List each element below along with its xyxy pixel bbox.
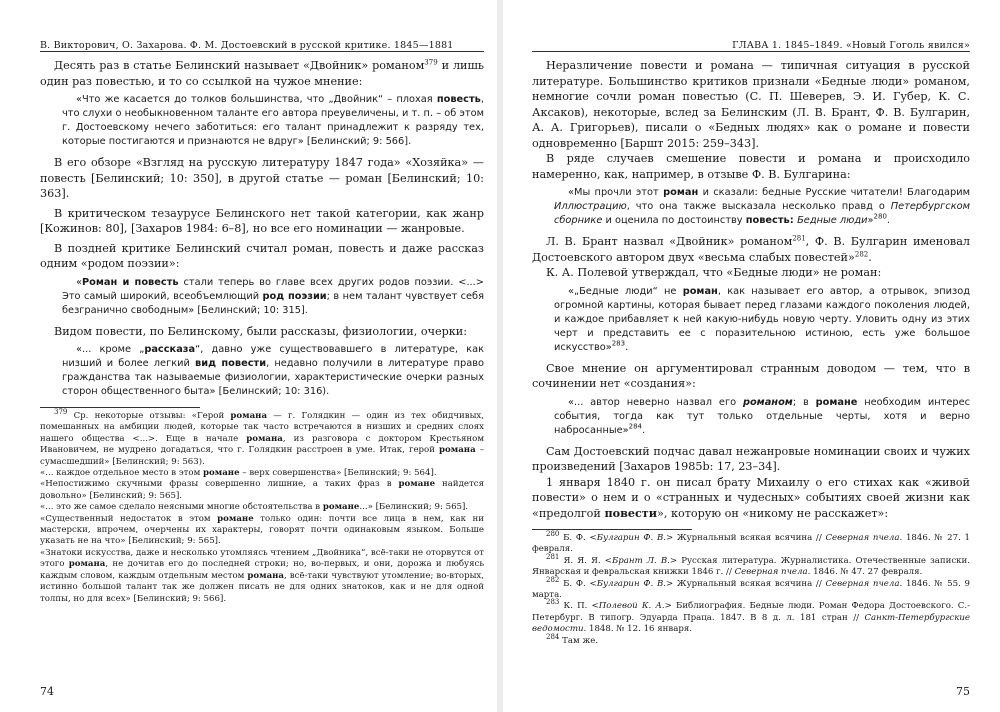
paragraph: Сам Достоевский подчас давал нежанровые номинации своих и чужих произведений [Захаров 1985b: 17, 23–34].	[532, 444, 970, 473]
paragraph: 1 января 1840 г. он писал брату Михаилу о его стихах как «живой повести» о нем и о «странных и чудесных» событиях своей жизни как «предолгой повести», которую он «никому не расскажет»:	[532, 475, 970, 520]
paragraph: В ряде случаев смешение повести и романа и происходило намеренно, как, например, в отзыве Ф. В. Булгарина:	[532, 152, 970, 181]
quote: «... кроме „рассказа“, давно уже существовавшего в литературе, как низший и более легкий вид повести, недавно получили в литературе право гражданства так называемые физиологии, характеристические очерки разных сторон общественного быта» [Белинский; 10: 316).	[62, 344, 484, 397]
left-body	[40, 58, 484, 399]
footnote: «Непостижимо скучными фразы совершенно лишние, а таких фраз в романе найдется довольно» [Белинский; 9: 565].	[40, 479, 485, 501]
paragraph: В поздней критике Белинский считал роман, повесть и даже рассказ одним «родом поэзии»:	[40, 241, 484, 270]
paragraph: Л. В. Брант назвал «Двойник» романом$^{281}$, Ф. В. Булгарин именовал Достоевского автором двух «весьма слабых повестей»$^{282}$.	[532, 234, 971, 264]
left-footnotes	[40, 408, 485, 605]
right-footnotes	[532, 530, 970, 647]
paragraph: В его обзоре «Взгляд на русскую литературу 1847 года» «Хозяйка» — повесть [Белинский; 10: 350], в другой статье — роман [Белинский; 10: 363].	[40, 156, 484, 200]
footnote: $^{283}$ К. П. <Полевой К. А.> Библиография. Бедные люди. Роман Федора Достоевского. С.-Петербург. В типогр. Эдуарда Праца. 1847. В 8 д. л. 181 стран // Санкт-Петербургские ведомости. 1848. № 12. 16 января.	[532, 598, 970, 635]
paragraph: Свое мнение он аргументировал странным доводом — тем, что в сочинении нет «создания»:	[532, 361, 970, 390]
footnote: $^{379}$ Ср. некоторые отзывы: «Герой романа — г. Голядкин — один из тех обидчивых, помешанных на амбиции людей, которые так часто встречаются в низших и средних слоях нашего общества <...>. Еще в начале романа, из разговора с доктором Крестьяном Ивановичем, не мудрено догадаться, что г. Голядкин расстроен в уме. Итак, герой романа – сумасшедший» [Белинский; 9: 563).	[40, 408, 485, 467]
quote: «„Бедные люди“ не роман, как называет его автор, а отрывок, эпизод огромной картины, которая бывает перед глазами каждого поколения людей, и каждое прибавляет к ней какую-нибудь новую черту. Уловить одну из этих черт и представить ее с поразительною истиною, есть уже большое искусство»$^{283}$.	[554, 285, 970, 353]
footnote: $^{284}$ Там же.	[546, 632, 599, 646]
paragraph: Неразличение повести и романа — типичная ситуация в русской литературе. Большинство критиков признали «Бедные люди» романом, немногие сочли роман повестью (С. П. Шеверев, Э. И. Губер, К. С. Аксаков), некоторые, вслед за Белинским (Л. В. Брант, Ф. В. Булгарин, А. А. Григорьев), писали о «Бедных людях» как о романе и повести одновременно [Баршт 2015: 259–343].	[532, 59, 970, 150]
paragraph: Видом повести, по Белинскому, были рассказы, физиологии, очерки:	[54, 324, 467, 338]
quote: «... автор неверно назвал его романом; в романе необходим интерес события, тогда как тут только отдельные черты, хотя и верно набросанные»$^{284}$.	[554, 396, 970, 436]
paragraph: В критическом тезаурусе Белинского нет такой категории, как жанр [Кожинов: 80], [Захаров 1984: 6–8], но все его номинации — жанровые.	[40, 206, 484, 235]
page-number: 74	[40, 685, 54, 698]
paragraph: Десять раз в статье Белинский называет «Двойник» романом$^{379}$ и лишь один раз повестью, и то со ссылкой на чужое мнение:	[40, 58, 484, 88]
left-running-head: В. Викторович, О. Захарова. Ф. М. Достоевский в русской критике. 1845—1881	[40, 0, 484, 52]
gutter	[497, 0, 503, 712]
quote: «Что же касается до толков большинства, что „Двойник“ – плохая повесть, что слухи о необыкновенном таланте его автора преувеличены, и т. п. – об этом г. Достоевскому нечего заботиться: его талант принадлежит к разряду тех, которые постигаются и признаются не вдруг» [Белинский; 9: 566].	[62, 94, 484, 147]
page-number: 75	[956, 685, 970, 698]
footnote: «... это же самое сделало неясными многие обстоятельства в романе...» [Белинский; 9: 565].	[40, 502, 469, 513]
footnote: «Существенный недостаток в этом романе только один: почти все лица в нем, как ни мастерски, впрочем, очерчены их характеры, говорят почти одинаковым языком. Больше указать не на что» [Белинский; 9: 565].	[40, 513, 484, 547]
footnote: $^{280}$ Б. Ф. <Булгарин Ф. В.> Журнальный всякая всячина // Северная пчела. 1846. № 27. 1 февраля.	[532, 530, 970, 555]
right-page	[520, 0, 990, 712]
left-page	[20, 0, 490, 712]
quote: «Роман и повесть стали теперь во главе всех других родов поэзии. <...> Это самый широкий, всеобъемлющий род поэзии; в нем талант чувствует себя безгранично свободным» [Белинский; 10: 315].	[62, 276, 484, 316]
right-body	[532, 58, 970, 521]
paragraph: К. А. Полевой утверждал, что «Бедные люди» не роман:	[546, 266, 882, 279]
quote: «Мы прочли этот роман и сказали: бедные Русские читатели! Благодарим Иллюстрацию, что она также высказала несколько правд о Петербургском сборнике и оценила по достоинству повесть: Бедные люди»$^{280}$.	[554, 187, 971, 226]
right-running-head: ГЛАВА 1. 1845–1849. «Новый Гоголь явился»	[532, 0, 970, 52]
footnote: $^{281}$ Я. Я. Я. <Брант Л. В.> Русская литература. Журналистика. Отечественные записки. Январская и февральская книжки 1846 г. // Северная пчела. 1846. № 47. 27 февраля.	[532, 552, 970, 578]
footnote: «Знатоки искусства, даже и несколько утомляясь чтением „Двойника“, всё-таки не оторвутся от этого романа, не дочитав его до последней строки; но, во-первых, и они, дорожа и любуясь каждым словом, каждым отдельным местом романа, всё-таки чувствуют утомление; во-вторых, истинно большой талант так же должен писать не для одних знатоков, как и не для одной толпы, но для всех» [Белинский; 9: 566].	[40, 547, 484, 604]
footnote: $^{282}$ Б. Ф. <Булгарин Ф. В.> Журнальный всякая всячина // Северная пчела. 1846. № 55. 9 марта.	[532, 575, 970, 601]
footnote: «... каждое отдельное место в этом романе – верх совершенства» [Белинский; 9: 564].	[40, 468, 437, 479]
